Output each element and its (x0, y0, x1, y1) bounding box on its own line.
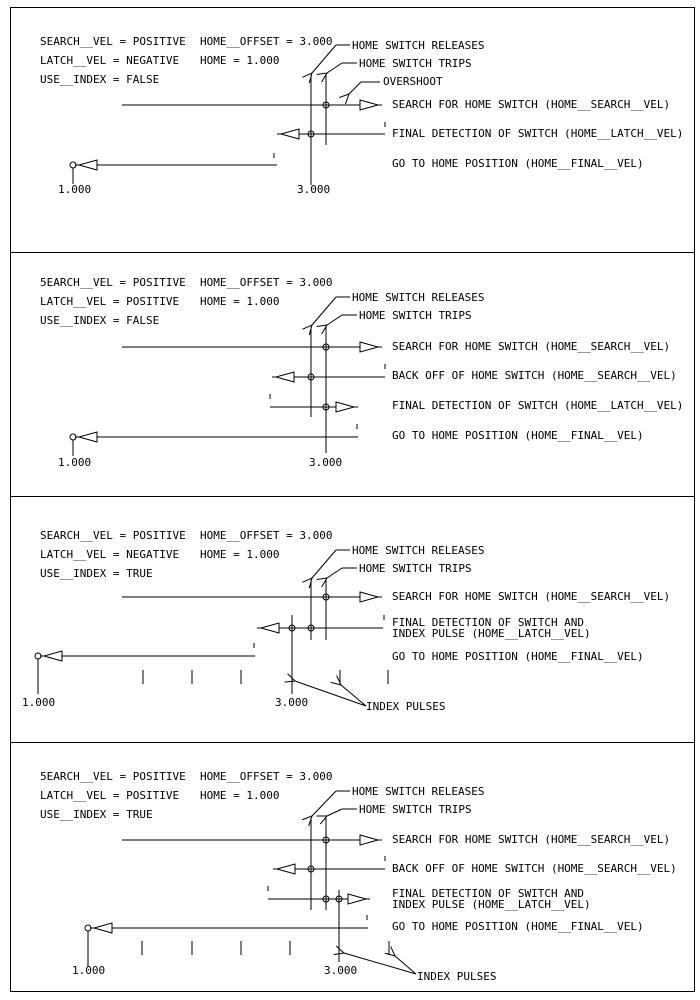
overshoot-leader-arrow (349, 82, 361, 94)
position-label-offset: 3.000 (309, 456, 343, 469)
param-latch-vel: LATCH__VEL = NEGATIVE (40, 548, 180, 561)
position-label-offset: 3.000 (324, 964, 358, 977)
step-label: BACK OFF OF HOME SWITCH (HOME__SEARCH__VEL) (392, 369, 677, 382)
position-label-offset: 3.000 (297, 183, 331, 196)
step-label: SEARCH FOR HOME SWITCH (HOME__SEARCH__VEL) (392, 340, 671, 353)
param-home: HOME = 1.000 (200, 548, 280, 561)
callout-releases: HOME SWITCH RELEASES (352, 544, 485, 557)
trips-leader-arrow (327, 315, 342, 325)
index-pulses-label: INDEX PULSES (417, 970, 497, 983)
param-home-offset: HOME__OFFSET = 3.000 (200, 770, 333, 783)
step-label: BACK OFF OF HOME SWITCH (HOME__SEARCH__VEL) (392, 862, 677, 875)
step-label: INDEX PULSE (HOME__LATCH__VEL) (392, 898, 591, 911)
param-home-offset: HOME__OFFSET = 3.000 (200, 35, 333, 48)
param-latch-vel: LATCH__VEL = NEGATIVE (40, 54, 180, 67)
param-latch-vel: LATCH__VEL = POSITIVE (40, 789, 180, 802)
param-use-index: USE__INDEX = FALSE (40, 73, 160, 86)
param-search-vel: 5EARCH__VEL = POSITIVE (40, 770, 186, 783)
trips-leader-arrow (327, 568, 342, 578)
position-label-home: 1.000 (58, 456, 92, 469)
callout-trips: HOME SWITCH TRIPS (359, 309, 472, 322)
param-use-index: USE__INDEX = TRUE (40, 808, 153, 821)
param-home: HOME = 1.000 (200, 295, 280, 308)
param-search-vel: SEARCH__VEL = POSITIVE (40, 35, 186, 48)
step-label: FINAL DETECTION OF SWITCH AND (392, 616, 585, 629)
callout-releases: HOME SWITCH RELEASES (352, 39, 485, 52)
step-label: FINAL DETECTION OF SWITCH AND (392, 887, 585, 900)
trips-leader-arrow (327, 63, 342, 73)
trips-leader-arrow (327, 809, 342, 816)
step-label: GO TO HOME POSITION (HOME__FINAL__VEL) (392, 650, 644, 663)
param-home-offset: HOME__OFFSET = 3.000 (200, 529, 333, 542)
step-label: GO TO HOME POSITION (HOME__FINAL__VEL) (392, 429, 644, 442)
param-home: HOME = 1.000 (200, 789, 280, 802)
position-label-home: 1.000 (22, 696, 56, 709)
callout-trips: HOME SWITCH TRIPS (359, 57, 472, 70)
position-label-home: 1.000 (72, 964, 106, 977)
param-home-offset: HOME__OFFSET = 3.000 (200, 276, 333, 289)
step-label: FINAL DETECTION OF SWITCH (HOME__LATCH__VEL) (392, 127, 684, 140)
callout-trips: HOME SWITCH TRIPS (359, 562, 472, 575)
param-use-index: USE__INDEX = FALSE (40, 314, 160, 327)
callout-trips: HOME SWITCH TRIPS (359, 803, 472, 816)
step-label: SEARCH FOR HOME SWITCH (HOME__SEARCH__VEL) (392, 98, 671, 111)
position-label-home: 1.000 (58, 183, 92, 196)
param-use-index: USE__INDEX = TRUE (40, 567, 153, 580)
param-home: HOME = 1.000 (200, 54, 280, 67)
step-label: GO TO HOME POSITION (HOME__FINAL__VEL) (392, 157, 644, 170)
step-label: INDEX PULSE (HOME__LATCH__VEL) (392, 627, 591, 640)
param-latch-vel: LATCH__VEL = POSITIVE (40, 295, 180, 308)
callout-overshoot: OVERSHOOT (383, 75, 443, 88)
index-pulses-label: INDEX PULSES (366, 700, 446, 713)
index-pulses-arrow (341, 685, 366, 706)
param-search-vel: 5EARCH__VEL = POSITIVE (40, 276, 186, 289)
callout-releases: HOME SWITCH RELEASES (352, 785, 485, 798)
param-search-vel: SEARCH__VEL = POSITIVE (40, 529, 186, 542)
step-label: GO TO HOME POSITION (HOME__FINAL__VEL) (392, 920, 644, 933)
step-label: SEARCH FOR HOME SWITCH (HOME__SEARCH__VEL) (392, 833, 671, 846)
step-label: SEARCH FOR HOME SWITCH (HOME__SEARCH__VEL) (392, 590, 671, 603)
releases-leader-arrow (312, 791, 336, 816)
callout-releases: HOME SWITCH RELEASES (352, 291, 485, 304)
position-label-offset: 3.000 (275, 696, 309, 709)
step-label: FINAL DETECTION OF SWITCH (HOME__LATCH__VEL) (392, 399, 684, 412)
